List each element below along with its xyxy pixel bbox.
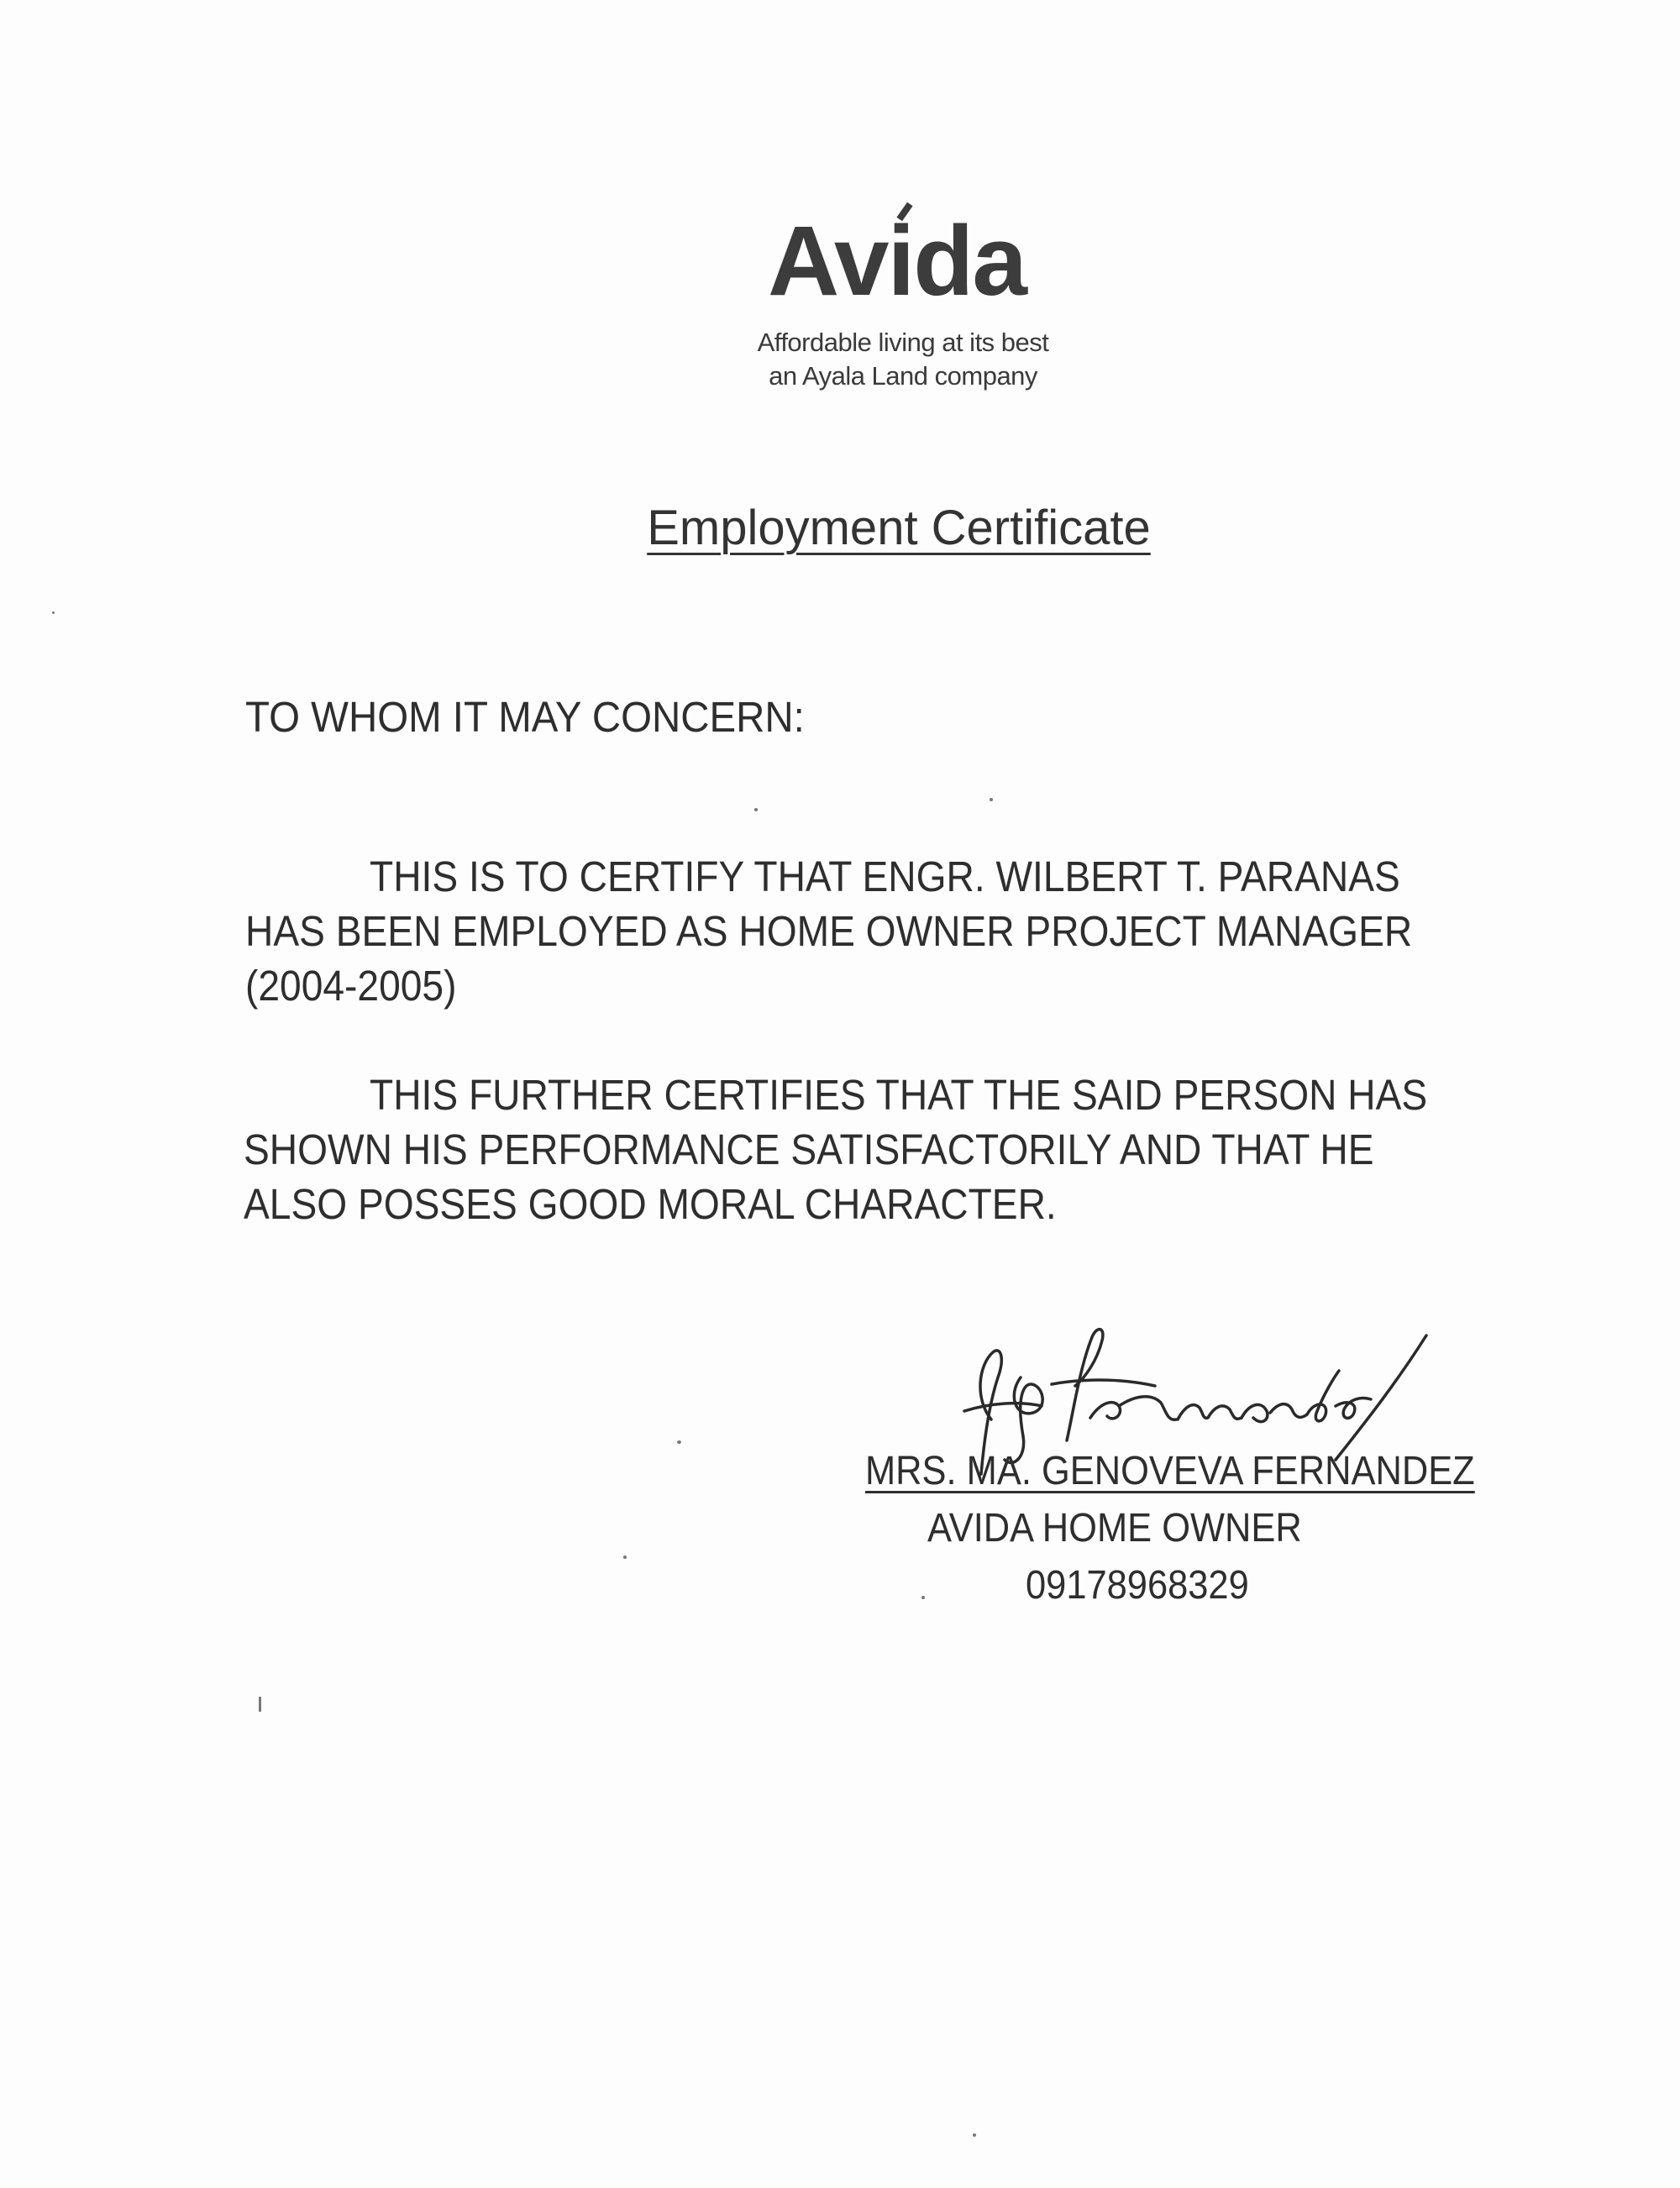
scan-speck	[677, 1440, 681, 1444]
signatory-name: MRS. MA. GENOVEVA FERNANDEZ	[865, 1449, 1475, 1493]
scan-speck	[990, 798, 993, 801]
document-title	[0, 501, 1680, 555]
paragraph-2-line-2: SHOWN HIS PERFORMANCE SATISFACTORILY AND THAT HE	[244, 1125, 1374, 1173]
scan-speck	[754, 808, 758, 811]
scan-speck	[921, 1596, 925, 1599]
paragraph-1-line-3: (2004-2005)	[245, 962, 457, 1010]
scan-speck	[973, 2133, 976, 2137]
paragraph-1-line-1: THIS IS TO CERTIFY THAT ENGR. WILBERT T. PARANAS	[370, 853, 1400, 900]
paragraph-2-line-3: ALSO POSSES GOOD MORAL CHARACTER.	[244, 1180, 1057, 1228]
scan-speck	[259, 1697, 261, 1712]
signatory-phone: 09178968329	[1026, 1563, 1249, 1608]
paragraph-2-line-1: THIS FURTHER CERTIFIES THAT THE SAID PERSON HAS	[370, 1071, 1428, 1119]
document-title-text: Employment Certificate	[647, 501, 1151, 555]
paragraph-1-line-2: HAS BEEN EMPLOYED AS HOME OWNER PROJECT MANAGER	[245, 907, 1413, 955]
scan-speck	[623, 1556, 627, 1559]
signatory-role: AVIDA HOME OWNER	[927, 1506, 1302, 1550]
salutation: TO WHOM IT MAY CONCERN:	[245, 693, 805, 741]
company-tagline: Affordable living at its best	[757, 328, 1049, 357]
scan-speck	[52, 611, 55, 614]
company-logo: Avida	[768, 206, 1026, 317]
company-affiliation: an Ayala Land company	[769, 361, 1037, 391]
